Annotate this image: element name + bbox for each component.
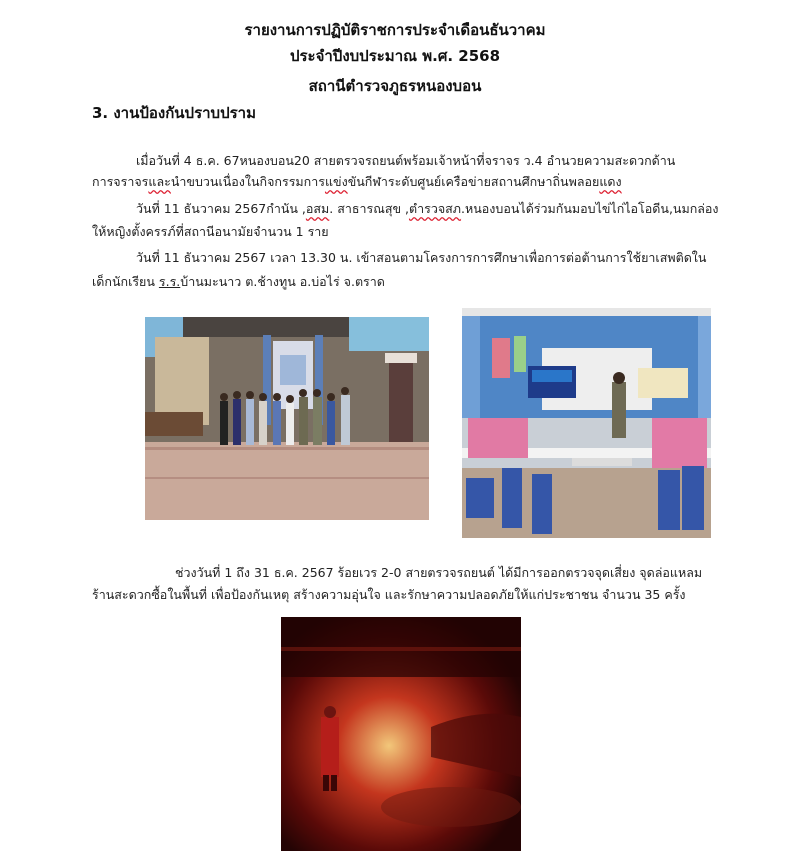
paragraph-1-line-1: เมื่อวันที่ 4 ธ.ค. 67หนองบอน20 สายตรวจรถยนต์พร้อมเจ้าหน้าที่จราจร ว.4 อำนวยความสะดวกด้าน <box>136 153 676 168</box>
spellcheck-word: อสม <box>305 201 330 216</box>
paragraph-3-line-1: วันที่ 11 ธันวาคม 2567 เวลา 13.30 น. เข้าสอนตามโครงการการศึกษาเพื่อการต่อต้านการใช้ยาเสพติดใน <box>136 250 707 265</box>
classroom-teaching-photo <box>462 308 711 538</box>
spellcheck-word: ตำรวจสภ <box>408 201 462 216</box>
report-title: รายงานการปฏิบัติราชการประจำเดือนธันวาคม <box>244 21 546 39</box>
text-run: .หนองบอนได้ร่วมกันมอบไข่ไก่ไอโอดีน,นมกล่อง <box>461 201 719 216</box>
text-run: บ้านมะนาว ต.ช้างทูน อ.บ่อไร่ จ.ตราด <box>180 274 385 289</box>
text-run: การจราจร <box>92 174 149 189</box>
ceremony-group-photo <box>145 317 429 520</box>
underlined-word: ร.ร. <box>158 274 181 289</box>
text-run: . สาธารณสุข , <box>329 201 409 216</box>
paragraph-4-line-1: ช่วงวันที่ 1 ถึง 31 ธ.ค. 2567 ร้อยเวร 2-0 สายตรวจรถยนต์ ได้มีการออกตรวจจุดเสี่ยง จุดล่อแหลม <box>175 565 703 580</box>
night-patrol-photo <box>281 617 521 851</box>
text-run: นำขบวนเนื่องในกิจกรรมการ <box>170 174 325 189</box>
spellcheck-word: แข่ง <box>324 174 348 189</box>
paragraph-1-line-2 <box>92 171 622 192</box>
spellcheck-word: และ <box>148 174 171 189</box>
report-fiscal-year: ประจำปีงบประมาณ พ.ศ. 2568 <box>289 47 501 65</box>
text-run: ขันกีฬาระดับศูนย์เครือข่ายสถานศึกษาถิ่นพลอย <box>347 174 600 189</box>
paragraph-2-line-2: ให้หญิงตั้งครรภ์ที่สถานีอนามัยจำนวน 1 ราย <box>92 224 329 239</box>
paragraph-4-line-2: ร้านสะดวกซื้อในพื้นที่ เพื่อป้องกันเหตุ สร้างความอุ่นใจ และรักษาความปลอดภัยให้แก่ประชาชน จำนวน 35 ครั้ง <box>92 587 686 602</box>
paragraph-2-line-1 <box>136 198 719 219</box>
section-heading: 3. งานป้องกันปราบปราม <box>92 104 256 122</box>
paragraph-3-line-2 <box>92 271 385 292</box>
text-run: เด็กนักเรียน <box>92 274 159 289</box>
text-run: วันที่ 11 ธันวาคม 2567กำนัน , <box>136 201 306 216</box>
spellcheck-word: แดง <box>599 174 622 189</box>
report-station: สถานีตำรวจภูธรหนองบอน <box>308 77 482 95</box>
